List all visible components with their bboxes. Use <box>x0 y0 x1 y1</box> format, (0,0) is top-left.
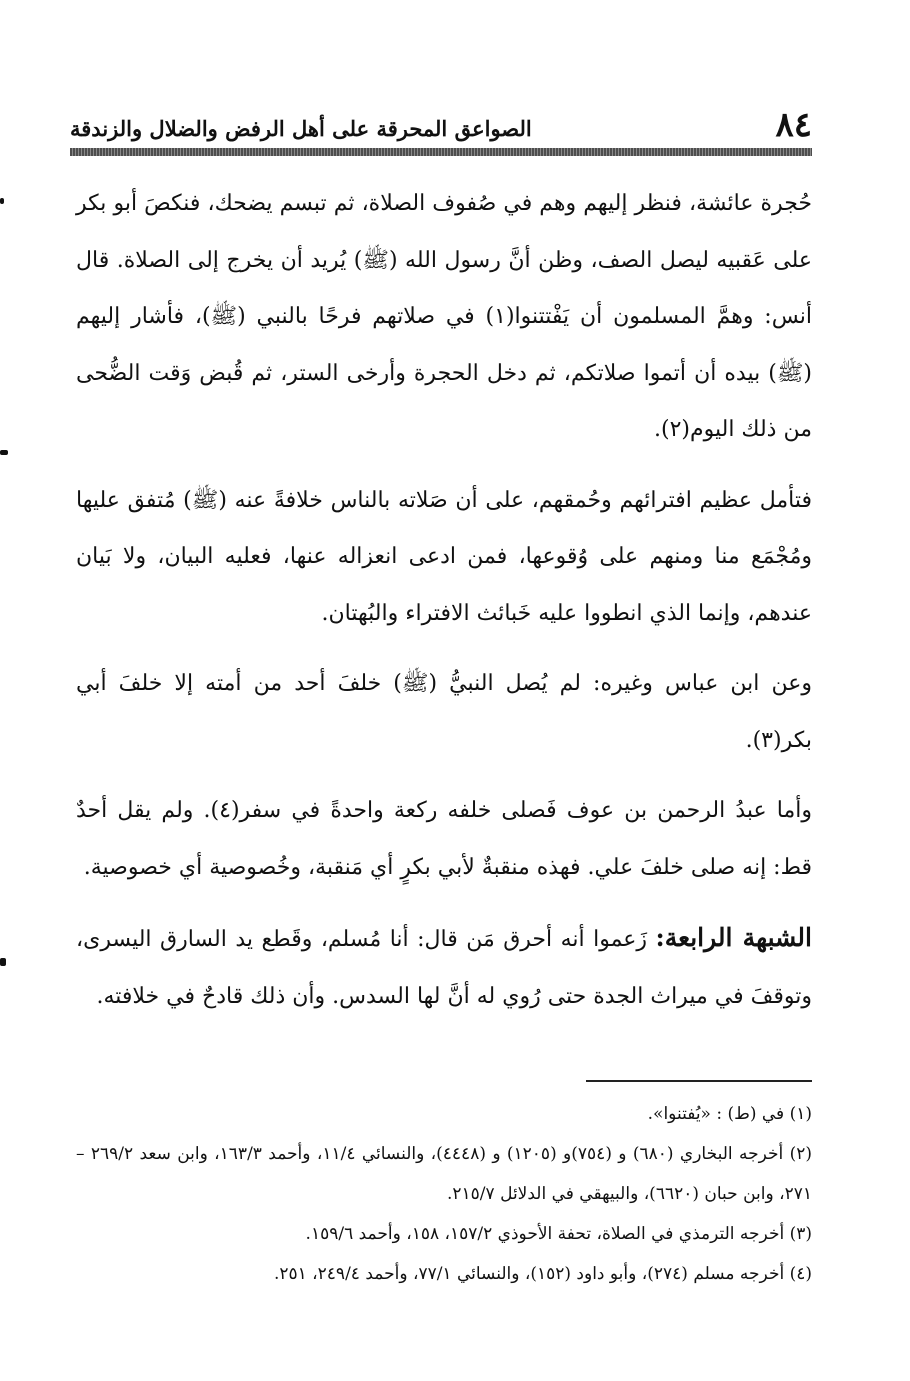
page-header <box>70 104 812 144</box>
paragraph: وعن ابن عباس وغيره: لم يُصل النبيُّ (ﷺ) خلفَ أحد من أمته إلا خلفَ أبي بكر(٣). <box>76 671 812 753</box>
paragraph-text: زَعموا أنه أحرق مَن قال: أنا مُسلم، وقَطع يد السارق اليسرى، وتوقفَ في ميراث الجدة حتى رُوي له أنَّ لها السدس. وأن ذلك قادحٌ في خلافته. <box>76 927 812 1009</box>
main-text <box>76 176 812 1025</box>
footnotes <box>76 1094 812 1294</box>
paragraph: وأما عبدُ الرحمن بن عوف فَصلى خلفه ركعة واحدةً في سفر(٤). ولم يقل أحدٌ قط: إنه صلى خلفَ علي. فهذه منقبةٌ لأبي بكرٍ أي مَنقبة، وخُصوصية أي خصوصية. <box>76 798 813 880</box>
paragraph <box>76 910 812 1025</box>
page-number: ٨٤ <box>775 105 812 145</box>
section-heading: الشبهة الرابعة: <box>655 923 812 952</box>
footnote: (١) في (ط) : «يُفتنوا». <box>647 1104 812 1124</box>
footnote: (٤) أخرجه مسلم (٢٧٤)، وأبو داود (١٥٢)، والنسائي ٧٧/١، وأحمد ٢٤٩/٤، ٢٥١. <box>273 1264 812 1284</box>
footnote-separator <box>586 1080 812 1082</box>
running-title: الصواعق المحرقة على أهل الرفض والضلال والزندقة <box>70 116 532 141</box>
scan-margin-mark <box>0 450 8 455</box>
paragraph: فتأمل عظيم افترائهم وحُمقهم، على أن صَلاته بالناس خلافةً عنه (ﷺ) مُتفق عليها ومُجْمَع منا ومنهم على وُقوعها، فمن ادعى انعزاله عنها، فعليه البيان، ولا بَيان عندهم، وإنما الذي انطووا عليه خَبائث الافتراء والبُهتان. <box>76 487 812 626</box>
paragraph: حُجرة عائشة، فنظر إليهم وهم في صُفوف الصلاة، ثم تبسم يضحك، فنكصَ أبو بكر على عَقبيه ليصل الصف، وظن أنَّ رسول الله (ﷺ) يُريد أن يخرج إلى الصلاة. قال أنس: وهمَّ المسلمون أن يَفْتتنوا(١) في صلاتهم فرحًا بالنبي (ﷺ)، فأشار إليهم (ﷺ) بيده أن أتموا صلاتكم، ثم دخل الحجرة وأرخى الستر، ثم قُبض وَقت الضُّحى من ذلك اليوم(٢). <box>76 191 812 442</box>
scan-margin-mark <box>0 198 4 204</box>
header-rule <box>70 148 812 156</box>
footnote: (٢) أخرجه البخاري (٦٨٠) و (٧٥٤)و (١٢٠٥) و (٤٤٤٨)، والنسائي ١١/٤، وأحمد ١٦٣/٣، وابن سعد ٢٦٩/٢ – ٢٧١، وابن حبان (٦٦٢٠)، والبيهقي في الدلائل ٢١٥/٧. <box>76 1144 812 1204</box>
footnote: (٣) أخرجه الترمذي في الصلاة، تحفة الأحوذي ١٥٧/٢، ١٥٨، وأحمد ١٥٩/٦. <box>305 1224 812 1244</box>
scan-margin-mark <box>0 958 6 966</box>
